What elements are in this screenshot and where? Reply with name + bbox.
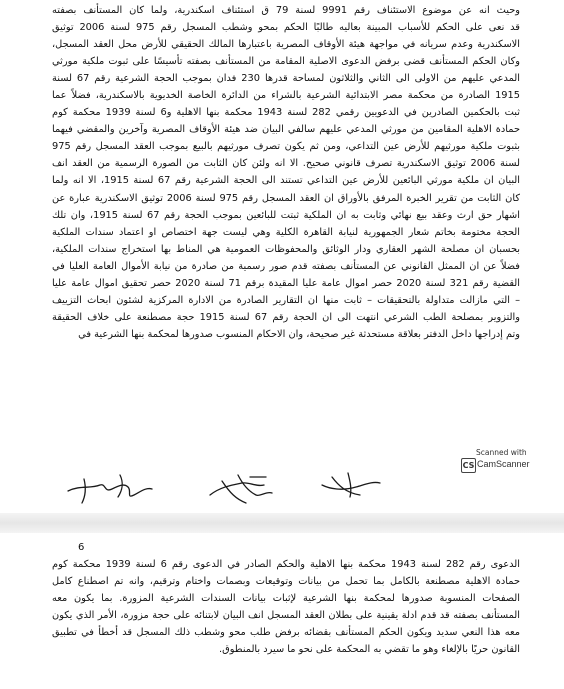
text-line: لسنة 2006 توثيق الاسكندرية تصرف قانوني صحيح. الا انه ولئن كان الثابت من الصورة الرسمية من العقد انف [52,158,520,170]
text-line: معه هذا النعي سديد ويكون الحكم المستأنف بقضائه برفض طلب محو وشطب ذلك المسجل قد أخطأ في تطبيق [52,627,520,639]
text-line: ثبت بالحكمين الصادرين في الدعويين رقمي 282 لسنة 1943 محكمة بنها الاهلية و6 لسنة 1939 محكمة كوم [52,107,520,119]
text-line: الاسكندرية وعدم سريانه في مواجهة هيئة الأوقاف المصرية باعتبارها المالك الحقيقي للأرض محل العقد المسجل، [52,39,520,51]
document-page-2 [0,533,564,689]
watermark-label: Scanned with [476,448,527,457]
text-line: – التي مازالت متداولة بالتحقيقات – ثابت منها ان التقارير الصادرة من الادارة المركزية لشئون ابحاث التزييف [52,294,520,306]
text-line: الحجة مختومة بخاتم شعار الجمهورية لنيابة القاهرة الكلية وهي ليست جهة اختصاص او اعتماد سندات الملكية [52,226,520,238]
page-separator [0,513,564,533]
text-line: المستأنف بصفته قد قدم ادلة يقينية على بطلان العقد المسجل انف البيان لابتنائه على حجة مزورة، الأمر الذي يكون [52,610,520,622]
page-2-body-text [52,556,520,658]
text-line: فضلاً عن ان الممثل القانوني عن المستأنف بصفته قدم صور رسمية من صادرة من نيابة الأموال العامة العليا في [52,260,520,272]
text-line: المدعي عليهم من الاولى الى الثاني والثلاثون لمساحة قدرها 230 فدان بموجب الحجة الشرعية رقم 67 لسنة [52,73,520,85]
text-line: الصفحات المنسوبة صدورها لمحكمة بنها الشرعية لإثبات بيانات السندات الشرعية المزورة. بما يكون معه [52,593,520,605]
camscanner-logo-icon: CS [461,458,476,473]
text-line: كان الثابت من تقرير الخبرة المرفق بالأوراق ان العقد المسجل رقم 975 لسنة 2006 توثيق الاسكندرية عبارة عن [52,192,520,204]
text-line: 1915 الصادرة من محكمة مصر الابتدائية الشرعية بالشراء من الدائرة الخاصة الخديوية بالاسكندرية، فضلاً عما [52,90,520,102]
text-line: البيان ان ملكية مورثي البائعين للأرض عين التداعي تستند الى الحجة الشرعية رقم 67 لسنة 1915، الا انه ولما [52,175,520,187]
text-line: القانون حريًا بالإلغاء وهو ما تقضي به المحكمة على نحو ما سيرد بالمنطوق. [219,644,520,656]
page-number: 6 [78,542,85,553]
watermark-name: CamScanner [477,459,530,469]
handwritten-signatures [60,465,390,510]
text-line: القضية رقم 321 لسنة 2020 حصر اموال عامة عليا المقيدة برقم 71 لسنة 2020 حصر تحقيق اموال عامة عليا [52,277,520,289]
text-line: بثبوت ملكية مورثيهم للأرض عين التداعي، ومن ثم يكون تصرف مورثيهم بالبيع بموجب العقد المسجل رقم 975 [52,141,520,153]
text-line: حمادة الاهلية المقامين من مورثي المدعي عليهم سالفي البيان ضد هيئة الأوقاف المصرية وآخرين والمقضي فيهما [52,124,520,136]
page-1-body-text [52,2,520,343]
text-line: وحيث انه عن موضوع الاستئناف رقم 9991 لسنة 79 ق استئناف اسكندرية، ولما كان المستأنف بصفته [52,5,520,16]
text-line: اشهار حق ارث وعقد بيع نهائي وثابت به ان الملكية ثبتت للبائعين بموجب الحجة رقم 67 لسنة 1915، وان تلك [52,209,520,221]
text-line: والتزوير بمصلحة الطب الشرعي انتهت الى ان الحجة رقم 67 لسنة 1915 حجة مصطنعة على خلاف الحقيقة [52,311,520,323]
text-line: الدعوى رقم 282 لسنة 1943 محكمة بنها الاهلية والحكم الصادر في الدعوى رقم 6 لسنة 1939 محكمة كوم [52,559,520,570]
text-line: بحسبان ان مصلحة الشهر العقاري ودار الوثائق والمحفوظات العمومية هي المناط بها استخراج سندات الملكية، [52,243,520,255]
text-line: قد نعى على الحكم للأسباب المبينة بعاليه طالبًا الحكم بمحو وشطب المسجل رقم 975 لسنة 2006 توثيق [52,22,520,34]
text-line: وتم إدراجها داخل الدفتر بعلاقة مستحدثة غير صحيحة، وان الاحكام المنسوب صدورها لمحكمة بنها الشرعية في [78,328,520,340]
text-line: حمادة الاهلية مصطنعة بالكامل بما تحمل من بيانات وتوقيعات وبصمات واختام وترقيم، وانه تم اصطناع كامل [52,576,520,588]
text-line: وكان الحكم المستأنف قضى برفض الدعوى الاصلية المقامة من المستأنف بصفته تأسيسًا على ثبوت ملكية مورثي [52,56,520,68]
